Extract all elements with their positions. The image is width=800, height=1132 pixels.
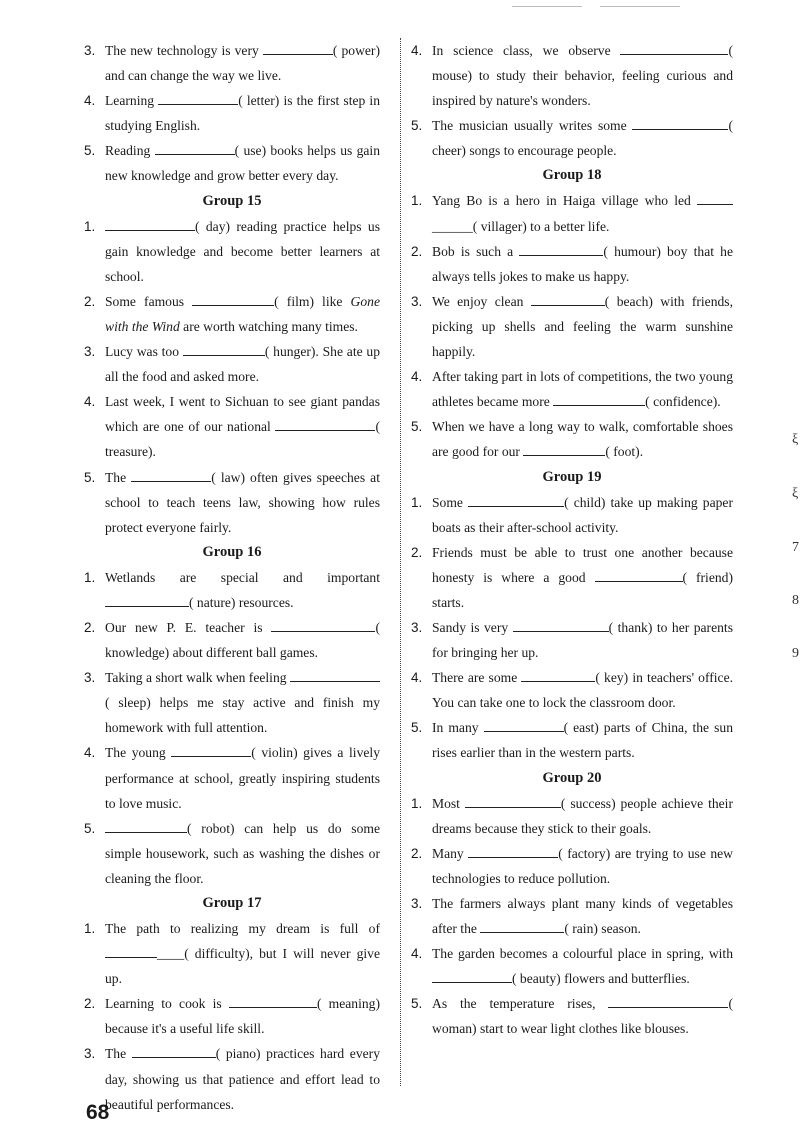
- column-divider: [400, 38, 401, 1086]
- item-text: ( beauty) flowers and butterflies.: [512, 971, 690, 987]
- item-text: In science class, we observe: [432, 43, 611, 58]
- exercise-item: [411, 941, 733, 991]
- item-text: ( nature) resources.: [189, 594, 294, 610]
- item-number: 1.: [411, 494, 423, 510]
- answer-blank[interactable]: [155, 140, 235, 155]
- answer-blank[interactable]: [275, 416, 375, 431]
- item-text: ( hunger). She ate up all the food and asked more.: [105, 344, 381, 385]
- item-text: Sandy is very: [432, 619, 509, 635]
- exercise-item: [84, 138, 380, 188]
- edge-mark: 9: [792, 646, 799, 661]
- item-number: 5.: [411, 720, 423, 736]
- answer-blank[interactable]: [513, 617, 609, 632]
- answer-blank[interactable]: [171, 742, 251, 757]
- item-text: ( use) books helps us gain new knowledge and grow better every day.: [105, 143, 380, 184]
- answer-blank[interactable]: [697, 190, 733, 205]
- item-text: Yang Bo is a hero in Haiga village who led: [432, 193, 691, 209]
- item-text: Learning: [105, 93, 155, 109]
- item-number: 2.: [411, 243, 423, 259]
- answer-blank[interactable]: [468, 492, 564, 507]
- item-number: 2.: [84, 293, 96, 309]
- item-number: 1.: [411, 795, 423, 811]
- answer-blank[interactable]: [484, 717, 564, 732]
- item-number: 2.: [84, 996, 96, 1012]
- exercise-item: [84, 339, 380, 389]
- item-number: 2.: [411, 845, 423, 861]
- item-text: The garden becomes a colourful place in spring, with: [432, 946, 733, 962]
- exercise-item: [84, 38, 380, 88]
- answer-blank[interactable]: [521, 667, 595, 682]
- group-heading: Group 17: [202, 895, 262, 911]
- item-number: 3.: [84, 1046, 96, 1062]
- edge-mark: 7: [792, 540, 799, 555]
- item-text: Some: [432, 494, 463, 510]
- left-column: [84, 38, 380, 1117]
- item-number: 3.: [411, 619, 423, 635]
- answer-blank[interactable]: [131, 467, 211, 482]
- item-text: Bob is such a: [432, 243, 514, 259]
- exercise-item: [84, 665, 380, 740]
- item-text: As the temperature rises,: [432, 996, 596, 1012]
- exercise-item: [411, 364, 733, 414]
- item-text: Our new P. E. teacher is: [105, 619, 263, 635]
- item-text: ( piano) practices hard every day, showing us that patience and effort lead to beautiful performances.: [105, 1046, 380, 1112]
- item-number: 4.: [411, 369, 423, 385]
- exercise-item: [411, 289, 733, 364]
- item-text: ( power) and can change the way we live.: [105, 43, 380, 84]
- group-heading: Group 18: [542, 167, 602, 184]
- answer-blank[interactable]: [620, 40, 728, 55]
- item-text: In many: [432, 720, 479, 736]
- item-text: ( mouse) to study their behavior, feeling curious and inspired by nature's wonders.: [432, 43, 733, 109]
- exercise-item: [411, 188, 733, 238]
- item-text: Reading: [105, 143, 151, 159]
- exercise-item: [411, 540, 733, 615]
- answer-blank[interactable]: [531, 291, 605, 306]
- header-rule: [512, 6, 582, 7]
- item-text: Lucy was too: [105, 344, 180, 360]
- item-number: 5.: [411, 118, 423, 134]
- item-text: are worth watching many times.: [183, 318, 358, 334]
- answer-blank[interactable]: [632, 115, 728, 130]
- item-number: 5.: [84, 469, 96, 485]
- item-number: 2.: [84, 619, 96, 635]
- item-text: ( confidence).: [645, 394, 721, 410]
- header-rule: [600, 6, 680, 7]
- group-heading: Group 15: [202, 192, 262, 209]
- item-number: 3.: [84, 43, 96, 58]
- exercise-item: [84, 88, 380, 138]
- exercise-item: [84, 816, 380, 891]
- item-number: 3.: [84, 344, 96, 360]
- answer-blank[interactable]: [105, 216, 195, 231]
- item-text: The farmers always plant many kinds of vegetables after the: [432, 895, 733, 936]
- movie-title: Gone with the Wind: [105, 293, 380, 334]
- item-text: Wetlands are special and important: [105, 569, 380, 585]
- exercise-item: [411, 615, 733, 665]
- item-number: 3.: [411, 293, 423, 309]
- exercise-item: [84, 389, 380, 464]
- answer-blank[interactable]: [290, 667, 380, 682]
- item-number: 3.: [84, 670, 96, 686]
- item-text: ( rain) season.: [564, 921, 641, 936]
- item-text: ( child) take up making paper boats as their after-school activity.: [432, 494, 733, 535]
- page-number: 68: [86, 1101, 110, 1124]
- item-text: We enjoy clean: [432, 293, 524, 309]
- item-number: 5.: [411, 996, 423, 1012]
- item-text: The new technology is very: [105, 43, 259, 58]
- answer-blank[interactable]: [480, 918, 564, 933]
- group-heading: Group 16: [202, 543, 262, 560]
- item-text: ( day) reading practice helps us gain knowledge and become better learners at school.: [105, 218, 380, 284]
- exercise-item: [84, 991, 380, 1041]
- item-number: 4.: [84, 394, 96, 410]
- item-number: 5.: [84, 820, 96, 836]
- item-text: The path to realizing my dream is full of: [105, 921, 380, 936]
- answer-blank[interactable]: [263, 40, 333, 55]
- answer-blank[interactable]: [519, 241, 603, 256]
- item-text: ( success) people achieve their dreams because they stick to their goals.: [432, 795, 733, 836]
- item-text: ( letter) is the first step in studying English.: [105, 93, 380, 134]
- answer-blank[interactable]: [553, 391, 645, 406]
- item-text: ( beach) with friends, picking up shells and feeling the warm sunshine happily.: [432, 293, 733, 360]
- item-number: 1.: [411, 193, 423, 209]
- right-column: [411, 38, 733, 1041]
- item-number: 4.: [411, 670, 423, 686]
- item-text: ( thank) to her parents for bringing her up.: [432, 619, 733, 661]
- answer-blank[interactable]: [271, 617, 375, 632]
- exercise-item: [84, 1041, 380, 1116]
- edge-mark: ξ: [792, 486, 799, 501]
- item-text: The: [105, 1046, 127, 1062]
- answer-blank[interactable]: [105, 818, 187, 833]
- item-number: 4.: [411, 946, 423, 962]
- item-text: ( treasure).: [105, 419, 380, 460]
- item-text: The: [105, 469, 127, 485]
- answer-blank[interactable]: [432, 968, 512, 983]
- item-text: After taking part in lots of competitions, the two young athletes became more: [432, 369, 733, 410]
- item-text: ( key) in teachers' office. You can take one to lock the classroom door.: [432, 670, 733, 711]
- item-number: 4.: [84, 93, 96, 109]
- answer-blank[interactable]: [158, 90, 238, 105]
- exercise-item: [411, 38, 733, 113]
- item-number: 4.: [84, 745, 96, 761]
- exercise-item: [84, 615, 380, 665]
- answer-blank[interactable]: [132, 1043, 216, 1058]
- item-text: ( cheer) songs to encourage people.: [432, 118, 733, 159]
- item-text: ( film) like: [274, 293, 343, 309]
- group-heading: Group 19: [542, 468, 602, 485]
- item-number: 1.: [84, 921, 96, 936]
- item-number: 3.: [411, 895, 423, 911]
- group-heading: Group 20: [542, 769, 602, 786]
- item-text: ____( difficulty), but I will never give up.: [105, 946, 380, 987]
- item-text: ( sleep) helps me stay active and finish my homework with full attention.: [105, 695, 380, 736]
- exercise-item: [84, 740, 380, 815]
- item-text: There are some: [432, 670, 518, 686]
- exercise-item: [84, 289, 380, 339]
- exercise-item: [84, 214, 380, 289]
- answer-blank[interactable]: [523, 441, 605, 456]
- exercise-item: [411, 414, 733, 464]
- item-text: ( woman) start to wear light clothes like blouses.: [432, 996, 733, 1037]
- item-text: Taking a short walk when feeling: [105, 670, 287, 686]
- item-text: Last week, I went to Sichuan to see giant pandas which are one of our national: [105, 394, 380, 435]
- item-text: The musician usually writes some: [432, 118, 627, 134]
- item-text: ( foot).: [605, 444, 644, 460]
- exercise-item: [411, 715, 733, 765]
- item-text: ( robot) can help us do some simple housework, such as washing the dishes or cleaning the floor.: [105, 820, 380, 886]
- item-text: ( factory) are trying to use new technologies to reduce pollution.: [432, 845, 734, 886]
- item-text: Learning to cook is: [105, 996, 222, 1012]
- exercise-item: [411, 891, 733, 941]
- item-text: ( law) often gives speeches at school to teach teens law, showing how rules protect everyone fairly.: [105, 469, 380, 535]
- exercise-item: [411, 113, 733, 163]
- item-text: Most: [432, 795, 460, 811]
- item-number: 1.: [84, 218, 96, 234]
- item-text: Many: [432, 845, 464, 861]
- item-number: 5.: [84, 143, 96, 159]
- item-text: When we have a long way to walk, comfortable shoes are good for our: [432, 419, 733, 460]
- item-text: Some famous: [105, 293, 185, 309]
- item-text: ( east) parts of China, the sun rises earlier than in the western parts.: [432, 720, 733, 761]
- answer-blank[interactable]: [105, 592, 189, 607]
- item-text: ( knowledge) about different ball games.: [105, 619, 380, 661]
- answer-blank[interactable]: [192, 291, 274, 306]
- item-number: 5.: [411, 419, 423, 435]
- exercise-item: [411, 991, 733, 1041]
- item-text: Friends must be able to trust one another because honesty is where a good: [432, 544, 733, 585]
- answer-blank[interactable]: [465, 793, 561, 808]
- exercise-item: [84, 916, 380, 991]
- item-text: The young: [105, 745, 166, 761]
- answer-blank[interactable]: [468, 843, 558, 858]
- answer-blank[interactable]: [595, 567, 683, 582]
- exercise-item: [411, 490, 733, 540]
- item-text: ( violin) gives a lively performance at school, greatly inspiring students to love music.: [105, 745, 380, 811]
- item-text: ( humour) boy that he always tells jokes to make us happy.: [432, 243, 734, 284]
- answer-blank[interactable]: [608, 993, 728, 1008]
- exercise-item: [411, 239, 733, 289]
- item-number: 1.: [84, 569, 96, 585]
- exercise-item: [411, 841, 733, 891]
- item-text: ( meaning) because it's a useful life skill.: [105, 996, 380, 1037]
- exercise-item: [84, 565, 380, 615]
- exercise-item: [84, 465, 380, 540]
- item-number: 2.: [411, 544, 423, 560]
- item-text: ( friend) starts.: [432, 569, 733, 610]
- answer-blank[interactable]: [183, 341, 265, 356]
- answer-blank[interactable]: [229, 993, 317, 1008]
- edge-mark: ξ: [792, 432, 799, 447]
- exercise-item: [411, 665, 733, 715]
- answer-blank[interactable]: [105, 943, 157, 958]
- item-number: 4.: [411, 43, 423, 58]
- exercise-item: [411, 791, 733, 841]
- edge-mark: 8: [792, 593, 799, 608]
- item-text: ______( villager) to a better life.: [432, 218, 610, 234]
